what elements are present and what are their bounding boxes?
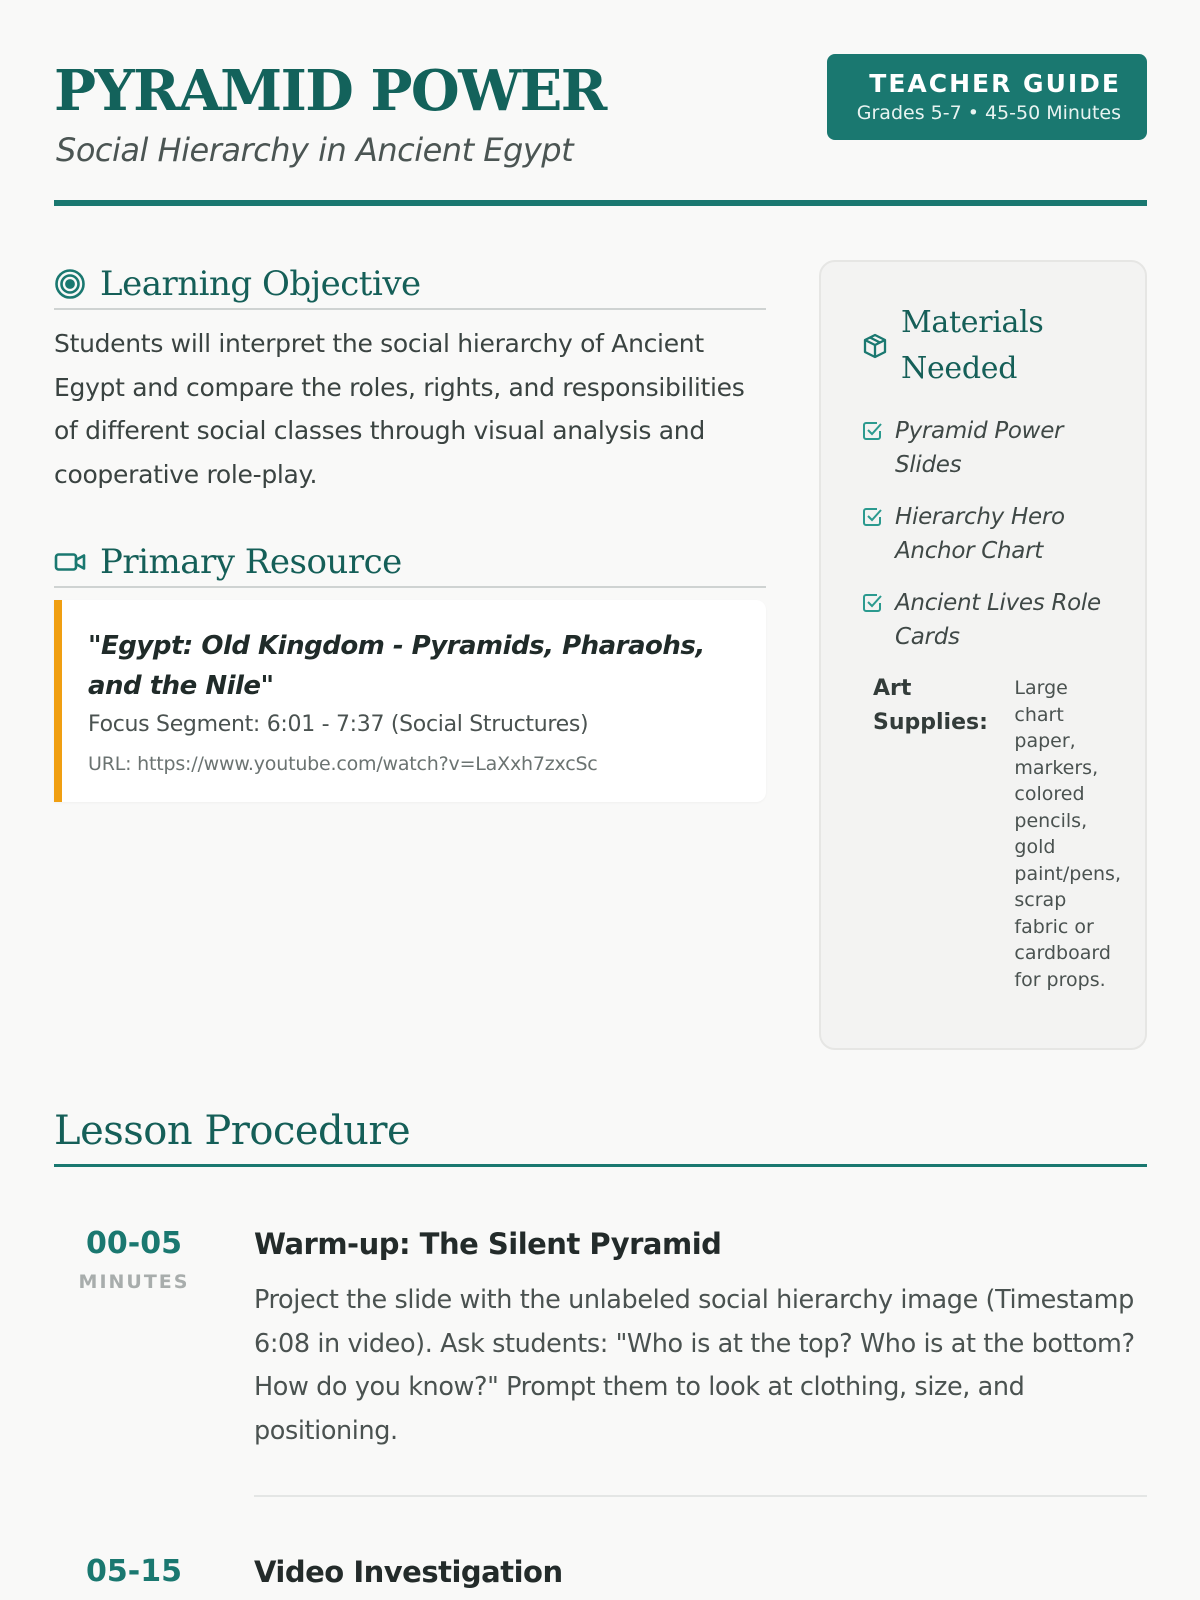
resource-video-title: "Egypt: Old Kingdom - Pyramids, Pharaohs, and the Nile" — [88, 631, 705, 701]
materials-list — [861, 414, 1121, 654]
objective-heading — [54, 262, 766, 310]
step-description: Project the slide with the unlabeled social hierarchy image (Timestamp 6:08 in video). Ask students: "Who is at the top? Who is at the bottom? How do you know?" Prompt them to look at clothing, size, and positioning. — [254, 1285, 1135, 1446]
step-time — [54, 1555, 254, 1600]
step-body — [254, 1555, 1147, 1600]
lesson-procedure — [54, 1106, 1147, 1600]
step-title: Video Investigation — [254, 1555, 563, 1589]
material-text: Pyramid Power Slides — [895, 418, 1064, 478]
resource-card — [54, 600, 766, 802]
step-time-range: 00-05 — [86, 1226, 182, 1261]
procedure-step — [54, 1227, 1147, 1497]
video-camera-icon — [54, 546, 86, 578]
material-text: Ancient Lives Role Cards — [895, 590, 1101, 650]
step-body — [254, 1227, 1147, 1497]
materials-heading — [861, 300, 1121, 392]
materials-panel — [819, 260, 1147, 1050]
objective-text: Students will interpret the social hierarchy of Ancient Egypt and compare the roles, rights, and responsibilities of different social classes through visual analysis and cooperative role-play. — [54, 329, 745, 489]
page-subtitle: Social Hierarchy in Ancient Egypt — [56, 131, 574, 169]
target-icon — [54, 268, 86, 300]
page-header — [54, 54, 1147, 206]
checkbox-icon — [861, 420, 883, 442]
materials-title: Materials Needed — [901, 305, 1044, 386]
material-item — [861, 586, 1121, 654]
header-divider — [54, 200, 1147, 206]
badge-subtitle: Grades 5-7 • 45-50 Minutes — [856, 102, 1121, 124]
step-time-range: 05-15 — [86, 1554, 182, 1589]
step-title: Warm-up: The Silent Pyramid — [254, 1227, 722, 1261]
checkbox-icon — [861, 506, 883, 528]
resource-url[interactable]: URL: https://www.youtube.com/watch?v=LaXxh7zxcSc — [88, 753, 598, 775]
material-item — [861, 414, 1121, 482]
step-time-unit: MINUTES — [78, 1271, 190, 1293]
material-item — [861, 500, 1121, 568]
resource-heading — [54, 540, 766, 588]
procedure-title: Lesson Procedure — [54, 1106, 1147, 1167]
art-supplies — [861, 672, 1121, 993]
badge-title: TEACHER GUIDE — [869, 69, 1121, 98]
page-title: PYRAMID POWER — [54, 58, 606, 124]
main-column — [54, 262, 766, 802]
box-icon — [861, 332, 889, 360]
procedure-step — [54, 1555, 1147, 1600]
material-text: Hierarchy Hero Anchor Chart — [895, 504, 1065, 564]
checkbox-icon — [861, 592, 883, 614]
resource-focus-segment: Focus Segment: 6:01 - 7:37 (Social Structures) — [88, 712, 589, 737]
teacher-guide-badge — [827, 54, 1147, 140]
step-time — [54, 1227, 254, 1497]
objective-title: Learning Objective — [100, 264, 421, 304]
resource-title-heading: Primary Resource — [100, 542, 402, 582]
art-supplies-label: Art Supplies: — [873, 676, 988, 735]
art-supplies-text: Large chart paper, markers, colored pencils, gold paint/pens, scrap fabric or cardboard for props. — [1014, 677, 1121, 991]
